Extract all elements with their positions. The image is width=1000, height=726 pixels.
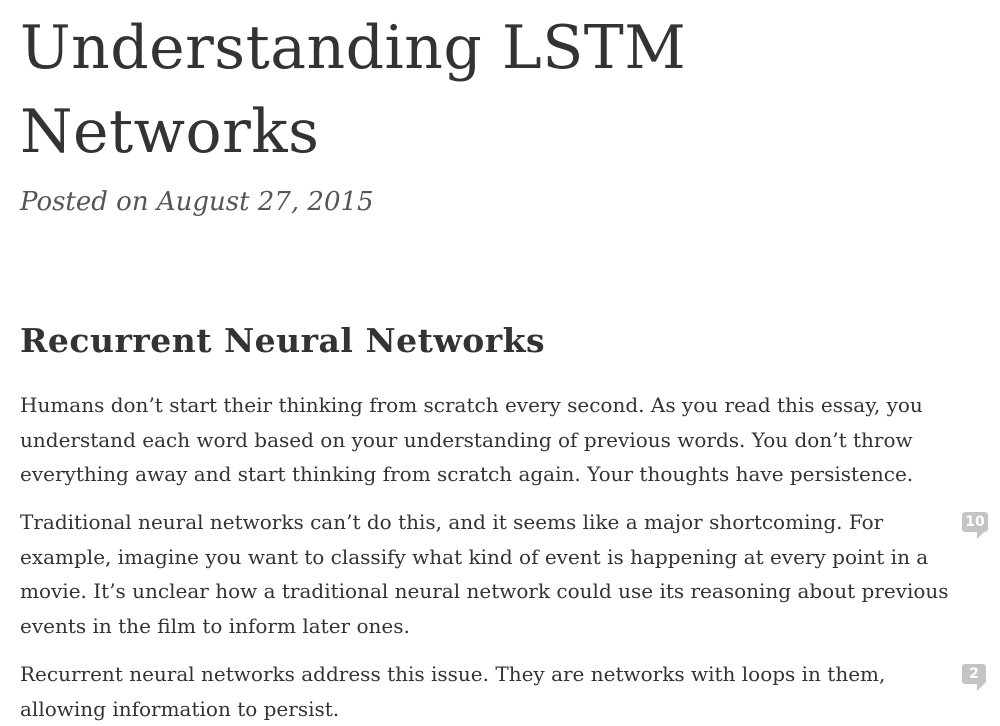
paragraph-2: Traditional neural networks can’t do this, and it seems like a major shortcoming. For example, imagine you want to classify what kind of event is happening at every point in a movie. It’s unclear how a traditional neural network could use its reasoning about previous events in the film to inform later ones. (20, 510, 949, 638)
comment-count-badge[interactable] (962, 512, 988, 532)
posted-date: Posted on August 27, 2015 (20, 187, 374, 217)
comment-count: 10 (965, 514, 985, 530)
paragraph-3: Recurrent neural networks address this issue. They are networks with loops in them, allowing information to persist. (20, 662, 886, 721)
page-title: Understanding LSTM Networks (20, 13, 687, 167)
comment-count: 2 (969, 666, 979, 682)
comment-count-badge[interactable] (962, 664, 986, 684)
section-heading: Recurrent Neural Networks (20, 321, 546, 360)
paragraph-1: Humans don’t start their thinking from scratch every second. As you read this essay, you understand each word based on your understanding of previous words. You don’t throw everything away and start thinking from scratch again. Your thoughts have persistence. (20, 393, 923, 486)
